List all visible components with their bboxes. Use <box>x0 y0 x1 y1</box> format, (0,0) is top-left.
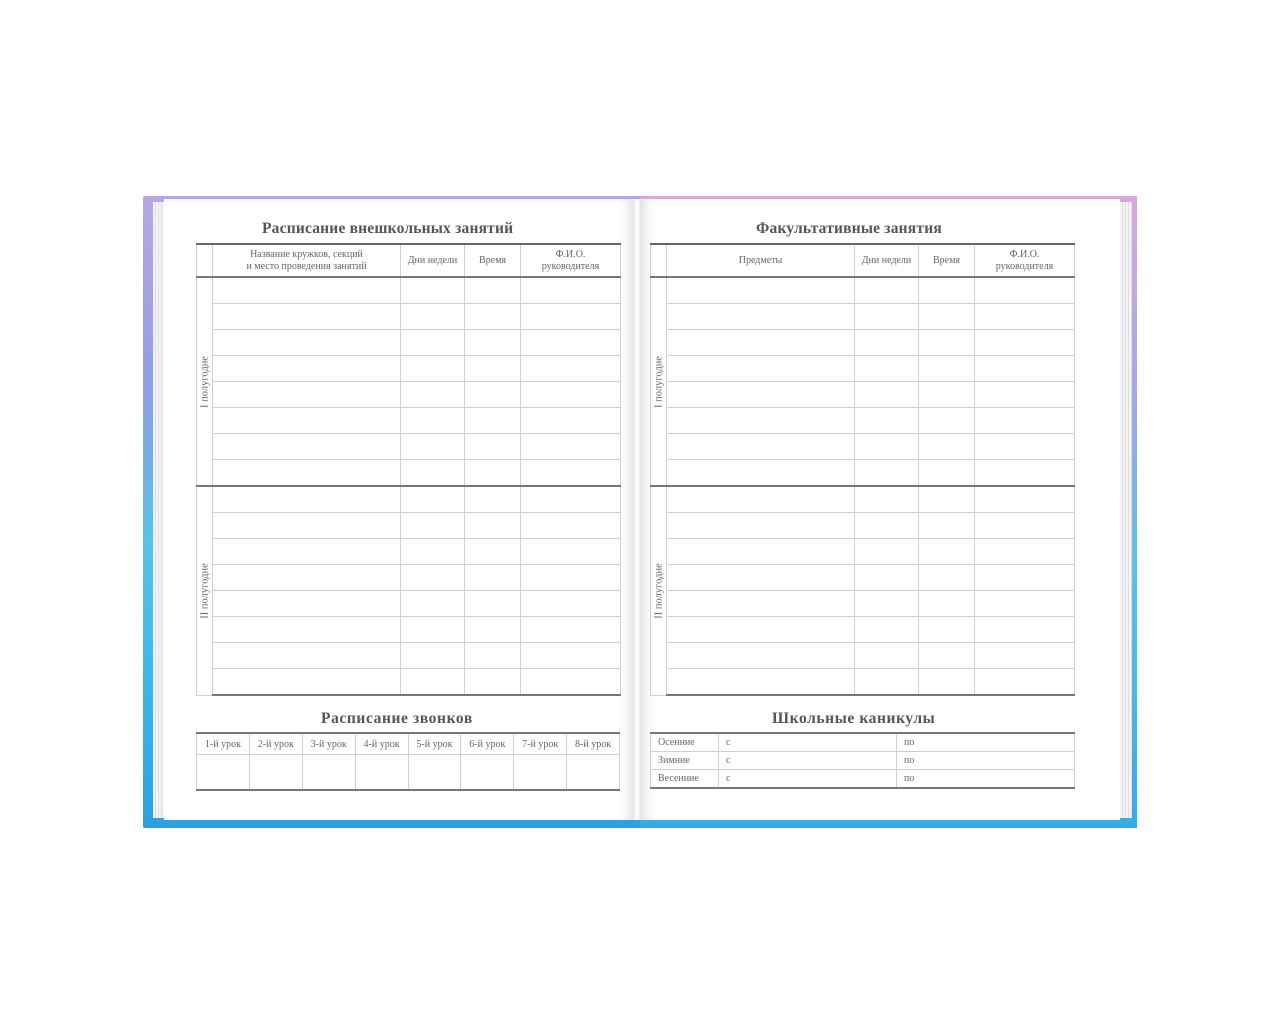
table-cell[interactable] <box>521 565 621 591</box>
holiday-row <box>651 733 1075 752</box>
table-cell[interactable] <box>521 356 621 382</box>
table-cell[interactable] <box>465 591 521 617</box>
table-cell[interactable] <box>975 539 1075 565</box>
right-page <box>640 199 1120 820</box>
holiday-from[interactable]: с <box>719 752 897 770</box>
table-cell[interactable] <box>975 460 1075 487</box>
left-page <box>164 199 634 820</box>
table-cell[interactable] <box>521 408 621 434</box>
table-cell[interactable] <box>919 513 975 539</box>
table-row <box>651 408 1075 434</box>
table-row <box>197 304 621 330</box>
table-cell[interactable] <box>465 277 521 304</box>
semester-label: I полугодие <box>199 355 210 408</box>
table-cell[interactable] <box>975 277 1075 304</box>
table-cell[interactable] <box>855 408 919 434</box>
table-cell[interactable] <box>667 304 855 330</box>
table-row <box>651 669 1075 696</box>
table-cell[interactable] <box>465 565 521 591</box>
table-row <box>651 330 1075 356</box>
table-cell[interactable] <box>521 434 621 460</box>
table-cell[interactable] <box>855 539 919 565</box>
table-row <box>197 382 621 408</box>
table-cell[interactable] <box>213 304 401 330</box>
table-cell[interactable] <box>401 330 465 356</box>
table-cell[interactable] <box>401 277 465 304</box>
table-cell[interactable] <box>465 643 521 669</box>
table-cell[interactable] <box>465 304 521 330</box>
semester-header <box>651 244 667 277</box>
holiday-name: Зимние <box>651 752 719 770</box>
table-cell[interactable] <box>213 434 401 460</box>
table-cell[interactable] <box>521 330 621 356</box>
table-cell[interactable] <box>401 408 465 434</box>
col-header-time: Время <box>465 244 521 277</box>
table-row <box>651 565 1075 591</box>
table-cell[interactable] <box>521 669 621 696</box>
page-edges-right <box>1120 202 1132 818</box>
table-cell[interactable] <box>213 565 401 591</box>
table-cell[interactable] <box>401 434 465 460</box>
table-row <box>651 539 1075 565</box>
table-row <box>651 434 1075 460</box>
bell-time-cell[interactable] <box>514 755 567 791</box>
holidays-table <box>650 732 1075 789</box>
bell-lesson-header: 8-й урок <box>567 733 620 755</box>
table-cell[interactable] <box>919 330 975 356</box>
table-cell[interactable] <box>975 669 1075 696</box>
table-cell[interactable] <box>667 408 855 434</box>
table-row <box>197 408 621 434</box>
table-row <box>197 591 621 617</box>
table-cell[interactable] <box>465 460 521 487</box>
table-cell[interactable] <box>465 669 521 696</box>
table-cell[interactable] <box>919 669 975 696</box>
holiday-name: Осенние <box>651 733 719 752</box>
table-cell[interactable] <box>855 434 919 460</box>
holiday-from[interactable]: с <box>719 770 897 789</box>
table-cell[interactable] <box>521 513 621 539</box>
table-cell[interactable] <box>919 591 975 617</box>
table-cell[interactable] <box>465 408 521 434</box>
table-cell[interactable] <box>401 591 465 617</box>
table-cell[interactable] <box>213 643 401 669</box>
holiday-row <box>651 752 1075 770</box>
holidays-title: Школьные каникулы <box>772 710 936 727</box>
table-cell[interactable] <box>213 486 401 513</box>
table-cell[interactable] <box>855 617 919 643</box>
table-cell[interactable] <box>667 434 855 460</box>
table-cell[interactable] <box>521 277 621 304</box>
table-cell[interactable] <box>213 460 401 487</box>
table-cell[interactable] <box>919 304 975 330</box>
table-cell[interactable] <box>919 382 975 408</box>
table-row <box>197 643 621 669</box>
table-row <box>651 591 1075 617</box>
table-cell[interactable] <box>401 486 465 513</box>
table-row <box>197 330 621 356</box>
table-cell[interactable] <box>465 330 521 356</box>
bell-lesson-header: 5-й урок <box>408 733 461 755</box>
table-cell[interactable] <box>919 277 975 304</box>
table-row <box>197 460 621 487</box>
col-header-leader-label: Ф.И.О. руководителя <box>995 248 1054 272</box>
table-cell[interactable] <box>401 539 465 565</box>
table-row <box>651 382 1075 408</box>
table-cell[interactable] <box>213 669 401 696</box>
bell-lesson-header: 3-й урок <box>302 733 355 755</box>
table-row <box>651 460 1075 487</box>
table-cell[interactable] <box>919 565 975 591</box>
bell-time-cell[interactable] <box>461 755 514 791</box>
table-cell[interactable] <box>213 513 401 539</box>
table-cell[interactable] <box>401 513 465 539</box>
table-cell[interactable] <box>465 513 521 539</box>
table-cell[interactable] <box>855 565 919 591</box>
table-cell[interactable] <box>521 460 621 487</box>
table-row <box>197 486 621 513</box>
table-cell[interactable] <box>401 460 465 487</box>
holiday-to[interactable]: по <box>897 752 1075 770</box>
table-cell[interactable] <box>667 460 855 487</box>
col-header-days: Дни недели <box>401 244 465 277</box>
holiday-row <box>651 770 1075 789</box>
table-cell[interactable] <box>465 434 521 460</box>
table-cell[interactable] <box>667 277 855 304</box>
table-cell[interactable] <box>401 565 465 591</box>
col-header-leader <box>975 244 1075 277</box>
table-header-row <box>197 244 621 277</box>
bell-time-cell[interactable] <box>355 755 408 791</box>
table-row <box>651 617 1075 643</box>
table-cell[interactable] <box>213 617 401 643</box>
holiday-from[interactable]: с <box>719 733 897 752</box>
table-cell[interactable] <box>667 591 855 617</box>
table-row <box>197 277 621 304</box>
table-cell[interactable] <box>667 539 855 565</box>
table-cell[interactable] <box>521 539 621 565</box>
table-cell[interactable] <box>919 486 975 513</box>
extracurricular-table <box>196 243 621 696</box>
table-cell[interactable] <box>855 304 919 330</box>
table-row <box>651 486 1075 513</box>
table-row <box>651 643 1075 669</box>
table-header-row <box>651 244 1075 277</box>
table-cell[interactable] <box>919 643 975 669</box>
table-cell[interactable] <box>975 408 1075 434</box>
table-cell[interactable] <box>667 617 855 643</box>
table-row <box>197 434 621 460</box>
table-cell[interactable] <box>855 591 919 617</box>
table-cell[interactable] <box>919 617 975 643</box>
table-row <box>651 356 1075 382</box>
table-cell[interactable] <box>975 486 1075 513</box>
col-header-time: Время <box>919 244 975 277</box>
table-cell[interactable] <box>521 304 621 330</box>
table-cell[interactable] <box>465 539 521 565</box>
table-cell[interactable] <box>667 356 855 382</box>
col-header-subjects: Предметы <box>667 244 855 277</box>
table-cell[interactable] <box>975 643 1075 669</box>
table-cell[interactable] <box>975 565 1075 591</box>
table-row <box>651 277 1075 304</box>
bell-time-cell[interactable] <box>302 755 355 791</box>
table-cell[interactable] <box>975 434 1075 460</box>
col-header-leader-label: Ф.И.О. руководителя <box>541 248 600 272</box>
bell-time-cell[interactable] <box>567 755 620 791</box>
table-cell[interactable] <box>855 382 919 408</box>
table-cell[interactable] <box>465 382 521 408</box>
semester-label: II полугодие <box>653 563 664 619</box>
table-cell[interactable] <box>667 565 855 591</box>
table-cell[interactable] <box>975 382 1075 408</box>
holiday-to[interactable]: по <box>897 770 1075 789</box>
table-cell[interactable] <box>521 486 621 513</box>
table-cell[interactable] <box>213 539 401 565</box>
table-cell[interactable] <box>213 382 401 408</box>
table-cell[interactable] <box>667 486 855 513</box>
table-cell[interactable] <box>465 486 521 513</box>
table-cell[interactable] <box>919 434 975 460</box>
bell-time-cell[interactable] <box>197 755 250 791</box>
table-cell[interactable] <box>401 643 465 669</box>
table-cell[interactable] <box>667 382 855 408</box>
table-cell[interactable] <box>465 356 521 382</box>
col-header-days: Дни недели <box>855 244 919 277</box>
table-cell[interactable] <box>855 277 919 304</box>
table-row <box>197 356 621 382</box>
table-cell[interactable] <box>975 617 1075 643</box>
table-cell[interactable] <box>401 669 465 696</box>
table-cell[interactable] <box>667 513 855 539</box>
table-cell[interactable] <box>855 643 919 669</box>
table-cell[interactable] <box>975 330 1075 356</box>
table-cell[interactable] <box>855 486 919 513</box>
col-header-clubs-label: Название кружков, секций и место проведения занятий <box>246 248 367 272</box>
table-row <box>197 539 621 565</box>
holiday-name: Весенние <box>651 770 719 789</box>
semester-label: I полугодие <box>653 355 664 408</box>
bells-table <box>196 732 620 791</box>
col-header-leader <box>521 244 621 277</box>
table-cell[interactable] <box>667 330 855 356</box>
table-cell[interactable] <box>975 513 1075 539</box>
bell-lesson-header: 2-й урок <box>249 733 302 755</box>
bell-lesson-header: 4-й урок <box>355 733 408 755</box>
table-cell[interactable] <box>975 356 1075 382</box>
table-row <box>651 513 1075 539</box>
table-cell[interactable] <box>975 304 1075 330</box>
table-row <box>197 565 621 591</box>
left-page-title: Расписание внешкольных занятий <box>262 220 514 237</box>
table-cell[interactable] <box>401 382 465 408</box>
table-cell[interactable] <box>919 356 975 382</box>
semester-cell <box>651 486 667 695</box>
table-row <box>197 513 621 539</box>
table-row <box>197 669 621 696</box>
table-cell[interactable] <box>975 591 1075 617</box>
table-cell[interactable] <box>213 591 401 617</box>
table-cell[interactable] <box>213 408 401 434</box>
bell-time-cell[interactable] <box>408 755 461 791</box>
col-header-clubs <box>213 244 401 277</box>
semester-cell <box>197 277 213 486</box>
table-cell[interactable] <box>465 617 521 643</box>
table-cell[interactable] <box>401 617 465 643</box>
table-cell[interactable] <box>919 539 975 565</box>
table-cell[interactable] <box>667 669 855 696</box>
table-cell[interactable] <box>521 617 621 643</box>
holiday-to[interactable]: по <box>897 733 1075 752</box>
table-cell[interactable] <box>855 460 919 487</box>
table-cell[interactable] <box>521 382 621 408</box>
table-cell[interactable] <box>213 356 401 382</box>
bell-lesson-header: 7-й урок <box>514 733 567 755</box>
table-cell[interactable] <box>855 330 919 356</box>
table-cell[interactable] <box>855 513 919 539</box>
table-cell[interactable] <box>521 591 621 617</box>
semester-cell <box>197 486 213 695</box>
table-cell[interactable] <box>213 330 401 356</box>
table-cell[interactable] <box>401 304 465 330</box>
table-cell[interactable] <box>213 277 401 304</box>
table-cell[interactable] <box>919 460 975 487</box>
bell-time-cell[interactable] <box>249 755 302 791</box>
semester-label: II полугодие <box>199 563 210 619</box>
semester-cell <box>651 277 667 486</box>
bells-title: Расписание звонков <box>321 710 473 727</box>
table-cell[interactable] <box>401 356 465 382</box>
electives-table <box>650 243 1075 696</box>
bell-lesson-header: 1-й урок <box>197 733 250 755</box>
table-row <box>651 304 1075 330</box>
bell-lesson-header: 6-й урок <box>461 733 514 755</box>
right-page-title: Факультативные занятия <box>756 220 942 237</box>
table-cell[interactable] <box>919 408 975 434</box>
table-cell[interactable] <box>855 669 919 696</box>
table-row <box>197 617 621 643</box>
table-cell[interactable] <box>667 643 855 669</box>
semester-header <box>197 244 213 277</box>
table-cell[interactable] <box>855 356 919 382</box>
table-cell[interactable] <box>521 643 621 669</box>
